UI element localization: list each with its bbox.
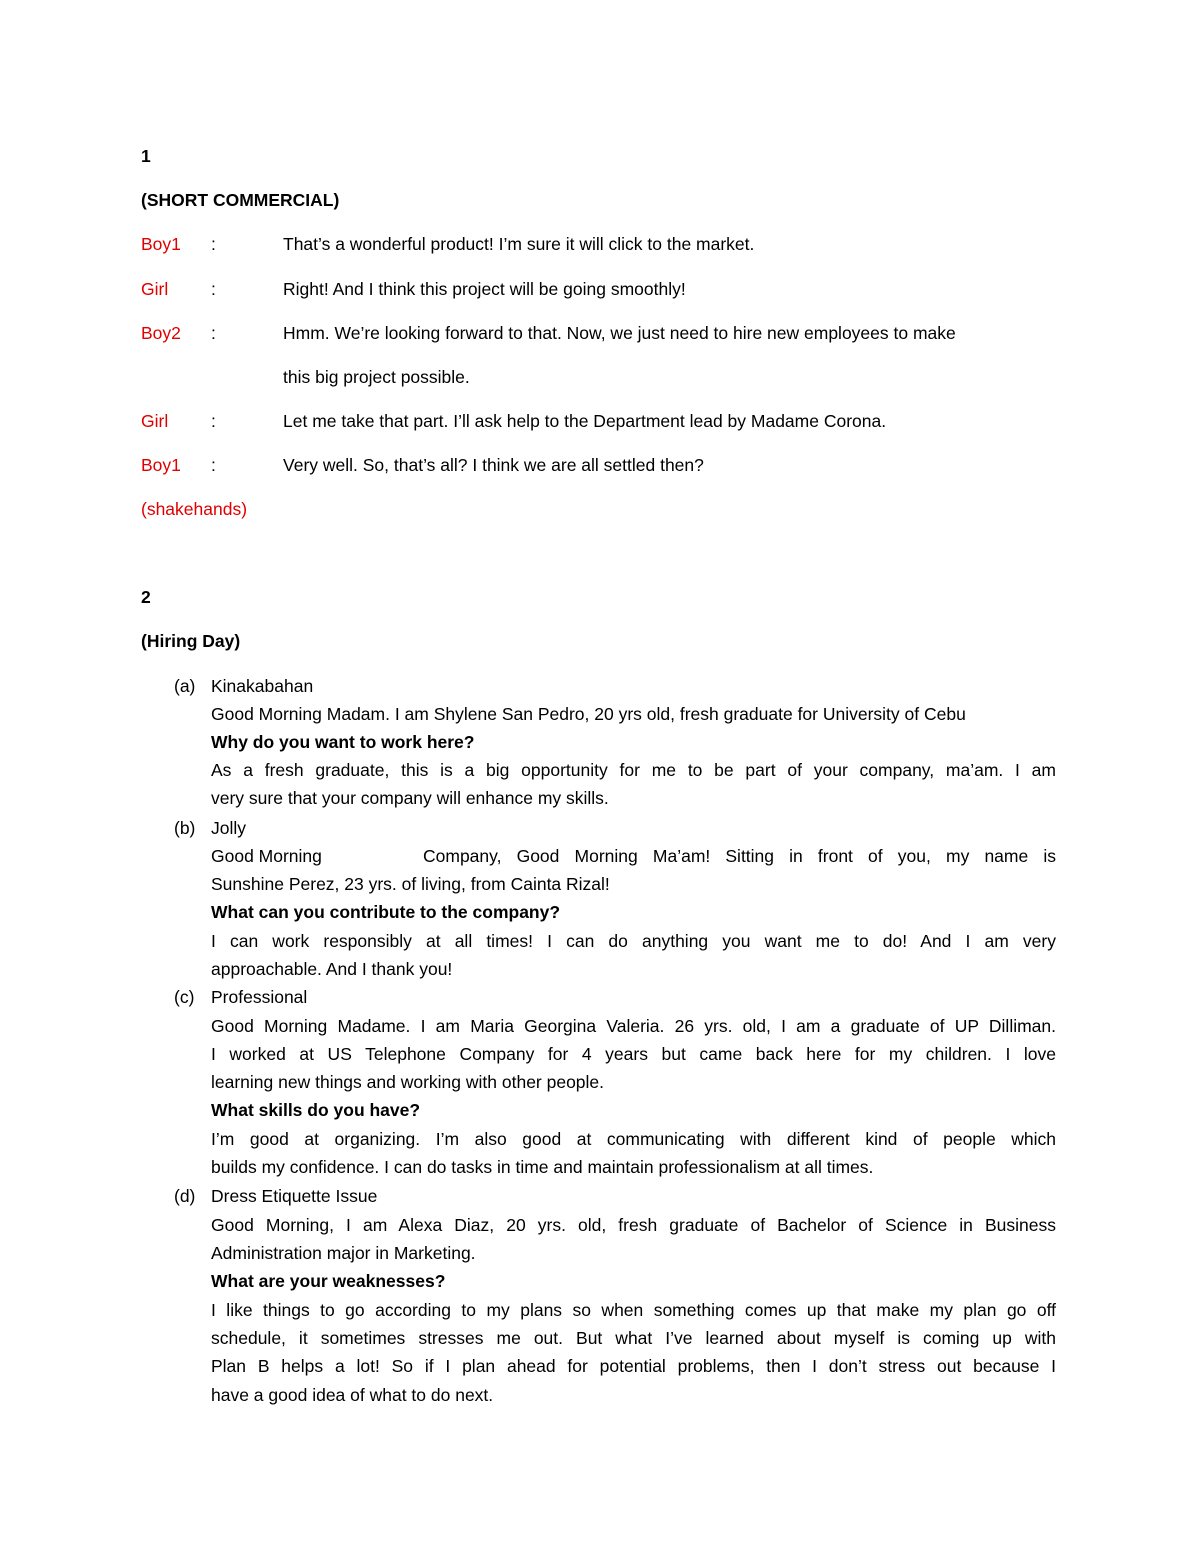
intro-text: Administration major in Marketing. (211, 1243, 476, 1263)
intro-text: Company, Good Morning Ma’am! Sitting in front of you, my name is (423, 846, 1056, 866)
speaker-label: Boy1 (141, 234, 181, 254)
item-label: Kinakabahan (211, 676, 314, 696)
list-marker: (c) (174, 987, 195, 1007)
speaker-label: Girl (141, 279, 169, 299)
speaker-colon: : (211, 234, 216, 254)
dialogue-text-continued: this big project possible. (283, 367, 470, 387)
answer-text: schedule, it sometimes stresses me out. But what I’ve learned about myself is coming up with (211, 1328, 1056, 1348)
interview-question: What can you contribute to the company? (211, 902, 561, 922)
answer-text: I like things to go according to my plans so when something comes up that make my plan go off (211, 1300, 1056, 1320)
speaker-label: Girl (141, 411, 169, 431)
speaker-label: Boy1 (141, 455, 181, 475)
item-label: Professional (211, 987, 308, 1007)
intro-text: Good Morning, I am Alexa Diaz, 20 yrs. old, fresh graduate of Bachelor of Science in Business (211, 1215, 1056, 1235)
speaker-colon: : (211, 279, 216, 299)
speaker-colon: : (211, 411, 216, 431)
intro-text: Good Morning Madam. I am Shylene San Pedro, 20 yrs old, fresh graduate for University of Cebu (211, 704, 966, 724)
list-marker: (d) (174, 1186, 196, 1206)
dialogue-text: Right! And I think this project will be going smoothly! (283, 279, 686, 299)
list-marker: (a) (174, 676, 196, 696)
answer-text: Plan B helps a lot! So if I plan ahead for potential problems, then I don’t stress out because I (211, 1356, 1056, 1376)
dialogue-text: Hmm. We’re looking forward to that. Now, we just need to hire new employees to make (283, 323, 956, 343)
intro-text: Sunshine Perez, 23 yrs. of living, from Cainta Rizal! (211, 874, 610, 894)
stage-direction: (shakehands) (141, 499, 248, 519)
answer-text: have a good idea of what to do next. (211, 1385, 494, 1405)
list-marker: (b) (174, 818, 196, 838)
intro-text: Good Morning Madame. I am Maria Georgina Valeria. 26 yrs. old, I am a graduate of UP Dilliman. (211, 1016, 1056, 1036)
answer-text: I’m good at organizing. I’m also good at communicating with different kind of people which (211, 1129, 1056, 1149)
speaker-label: Boy2 (141, 323, 181, 343)
interview-question: What are your weaknesses? (211, 1271, 446, 1291)
interview-question: Why do you want to work here? (211, 732, 475, 752)
intro-text: Good Morning (211, 846, 322, 866)
answer-text: builds my confidence. I can do tasks in time and maintain professionalism at all times. (211, 1157, 874, 1177)
speaker-colon: : (211, 323, 216, 343)
answer-text: I can work responsibly at all times! I can do anything you want me to do! And I am very (211, 931, 1056, 951)
dialogue-text: Let me take that part. I’ll ask help to the Department lead by Madame Corona. (283, 411, 887, 431)
scene-title: (Hiring Day) (141, 631, 241, 651)
scene-number: 1 (141, 146, 151, 166)
answer-text: approachable. And I thank you! (211, 959, 453, 979)
speaker-colon: : (211, 455, 216, 475)
scene-title: (SHORT COMMERCIAL) (141, 190, 340, 210)
dialogue-text: Very well. So, that’s all? I think we are all settled then? (283, 455, 704, 475)
answer-text: As a fresh graduate, this is a big opportunity for me to be part of your company, ma’am. I am (211, 760, 1056, 780)
dialogue-text: That’s a wonderful product! I’m sure it will click to the market. (283, 234, 755, 254)
item-label: Dress Etiquette Issue (211, 1186, 378, 1206)
interview-question: What skills do you have? (211, 1100, 421, 1120)
intro-text: I worked at US Telephone Company for 4 years but came back here for my children. I love (211, 1044, 1056, 1064)
answer-text: very sure that your company will enhance my skills. (211, 788, 609, 808)
scene-number: 2 (141, 587, 151, 607)
intro-text: learning new things and working with other people. (211, 1072, 605, 1092)
item-label: Jolly (211, 818, 247, 838)
